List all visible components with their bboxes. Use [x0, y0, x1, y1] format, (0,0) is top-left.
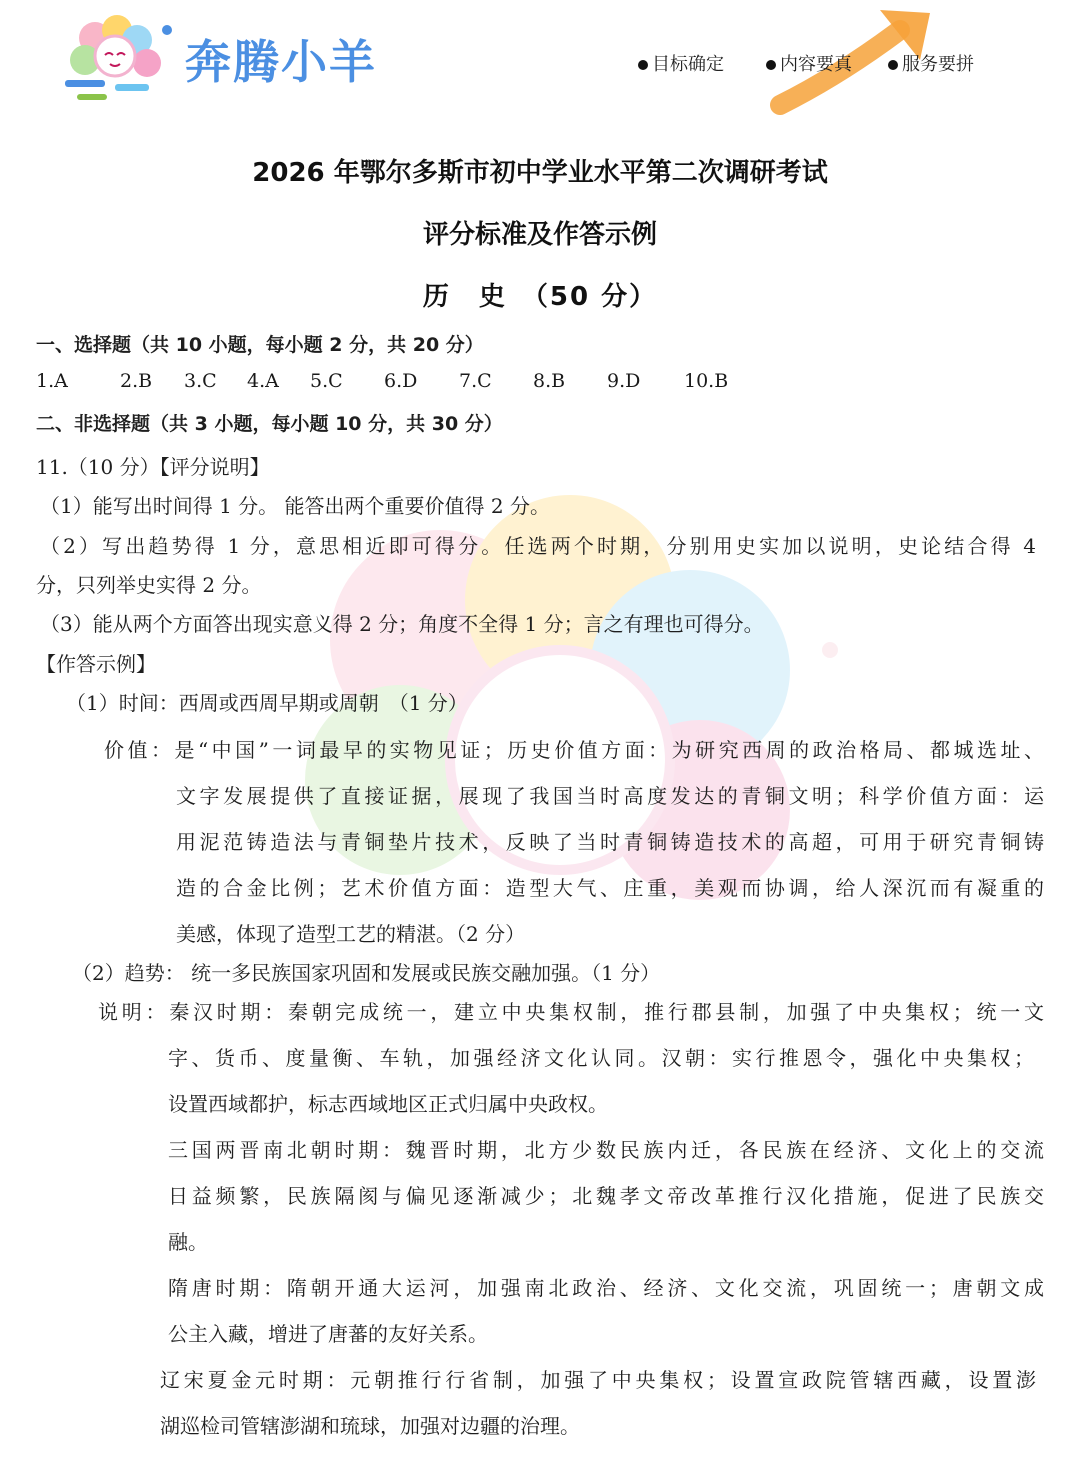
example-1-value-line: 价值：是“中国”一词最早的实物见证；历史价值方面：为研究西周的政治格局、都城选址、: [104, 738, 1044, 762]
example-1-value-line: 造的合金比例；艺术价值方面：造型大气、庄重，美观而协调，给人深沉而有凝重的: [176, 876, 1044, 900]
example-2-explain-line: 三国两晋南北朝时期：魏晋时期，北方少数民族内迁，各民族在经济、文化上的交流: [168, 1138, 1044, 1162]
answer-item: 5.C: [310, 370, 343, 392]
answer-item: 2.B: [120, 370, 153, 392]
scoring-rule-2: （2）写出趋势得 1 分，意思相近即可得分。任选两个时期，分别用史实加以说明，史论结合得 4: [40, 534, 1036, 558]
bullet-dot-icon: [766, 60, 776, 70]
main-title: 2026 年鄂尔多斯市初中学业水平第二次调研考试: [252, 158, 828, 188]
example-2-explain-line: 融。: [168, 1230, 208, 1254]
answer-item: 4.A: [247, 370, 279, 392]
scoring-rule-2-cont: 分，只列举史实得 2 分。: [36, 573, 262, 597]
example-2-explain-line: 日益频繁，民族隔阂与偏见逐渐减少；北魏孝文帝改革推行汉化措施，促进了民族交: [168, 1184, 1044, 1208]
example-1-value-line: 美感，体现了造型工艺的精湛。（2 分）: [176, 922, 526, 946]
subject-title: 历 史 （50 分）: [422, 282, 658, 312]
page-header: [0, 0, 1080, 120]
section1-heading: 一、选择题（共 10 小题，每小题 2 分，共 20 分）: [36, 334, 484, 356]
answer-item: 6.D: [384, 370, 418, 392]
bullet-dot-icon: [638, 60, 648, 70]
example-2-explain-line: 湖巡检司管辖澎湖和琉球，加强对边疆的治理。: [160, 1414, 580, 1438]
example-2-explain-line: 设置西域都护，标志西域地区正式归属中央政权。: [168, 1092, 608, 1116]
section2-heading: 二、非选择题（共 3 小题，每小题 10 分，共 30 分）: [36, 413, 503, 435]
example-1-time: （1）时间：西周或西周早期或周朝 （1 分）: [66, 691, 468, 715]
example-2-explain-line: 隋唐时期：隋朝开通大运河，加强南北政治、经济、文化交流，巩固统一；唐朝文成: [168, 1276, 1044, 1300]
answer-item: 9.D: [607, 370, 641, 392]
answer-item: 7.C: [459, 370, 492, 392]
example-1-value-line: 用泥范铸造法与青铜垫片技术，反映了当时青铜铸造技术的高超，可用于研究青铜铸: [176, 830, 1044, 854]
example-2-trend: （2）趋势： 统一多民族国家巩固和发展或民族交融加强。（1 分）: [72, 961, 661, 985]
answer-item: 1.A: [36, 370, 68, 392]
answer-item: 3.C: [184, 370, 217, 392]
sub-title: 评分标准及作答示例: [422, 220, 657, 250]
example-heading: 【作答示例】: [36, 652, 156, 676]
example-2-explain-line: 公主入藏，增进了唐蕃的友好关系。: [168, 1322, 488, 1346]
example-1-value-line: 文字发展提供了直接证据，展现了我国当时高度发达的青铜文明；科学价值方面：运: [176, 784, 1044, 808]
q11-heading: 11.（10 分）【评分说明】: [36, 455, 270, 479]
slogan-item: 服务要拼: [888, 50, 974, 76]
slogan-item: 内容要真: [766, 50, 852, 76]
answer-item: 10.B: [684, 370, 729, 392]
scoring-rule-1: （1）能写出时间得 1 分。 能答出两个重要价值得 2 分。: [40, 494, 550, 518]
bullet-dot-icon: [888, 60, 898, 70]
logo-text: 奔腾小羊: [185, 35, 377, 89]
answer-item: 8.B: [533, 370, 566, 392]
example-2-explain-line: 字、货币、度量衡、车轨，加强经济文化认同。汉朝：实行推恩令，强化中央集权；: [168, 1046, 1034, 1070]
example-2-explain-line: 辽宋夏金元时期：元朝推行行省制，加强了中央集权；设置宣政院管辖西藏，设置澎: [160, 1368, 1036, 1392]
scoring-rule-3: （3）能从两个方面答出现实意义得 2 分；角度不全得 1 分；言之有理也可得分。: [40, 612, 764, 636]
example-2-explain-line: 说明：秦汉时期：秦朝完成统一，建立中央集权制，推行郡县制，加强了中央集权；统一文: [98, 1000, 1044, 1024]
slogan-item: 目标确定: [638, 50, 724, 76]
